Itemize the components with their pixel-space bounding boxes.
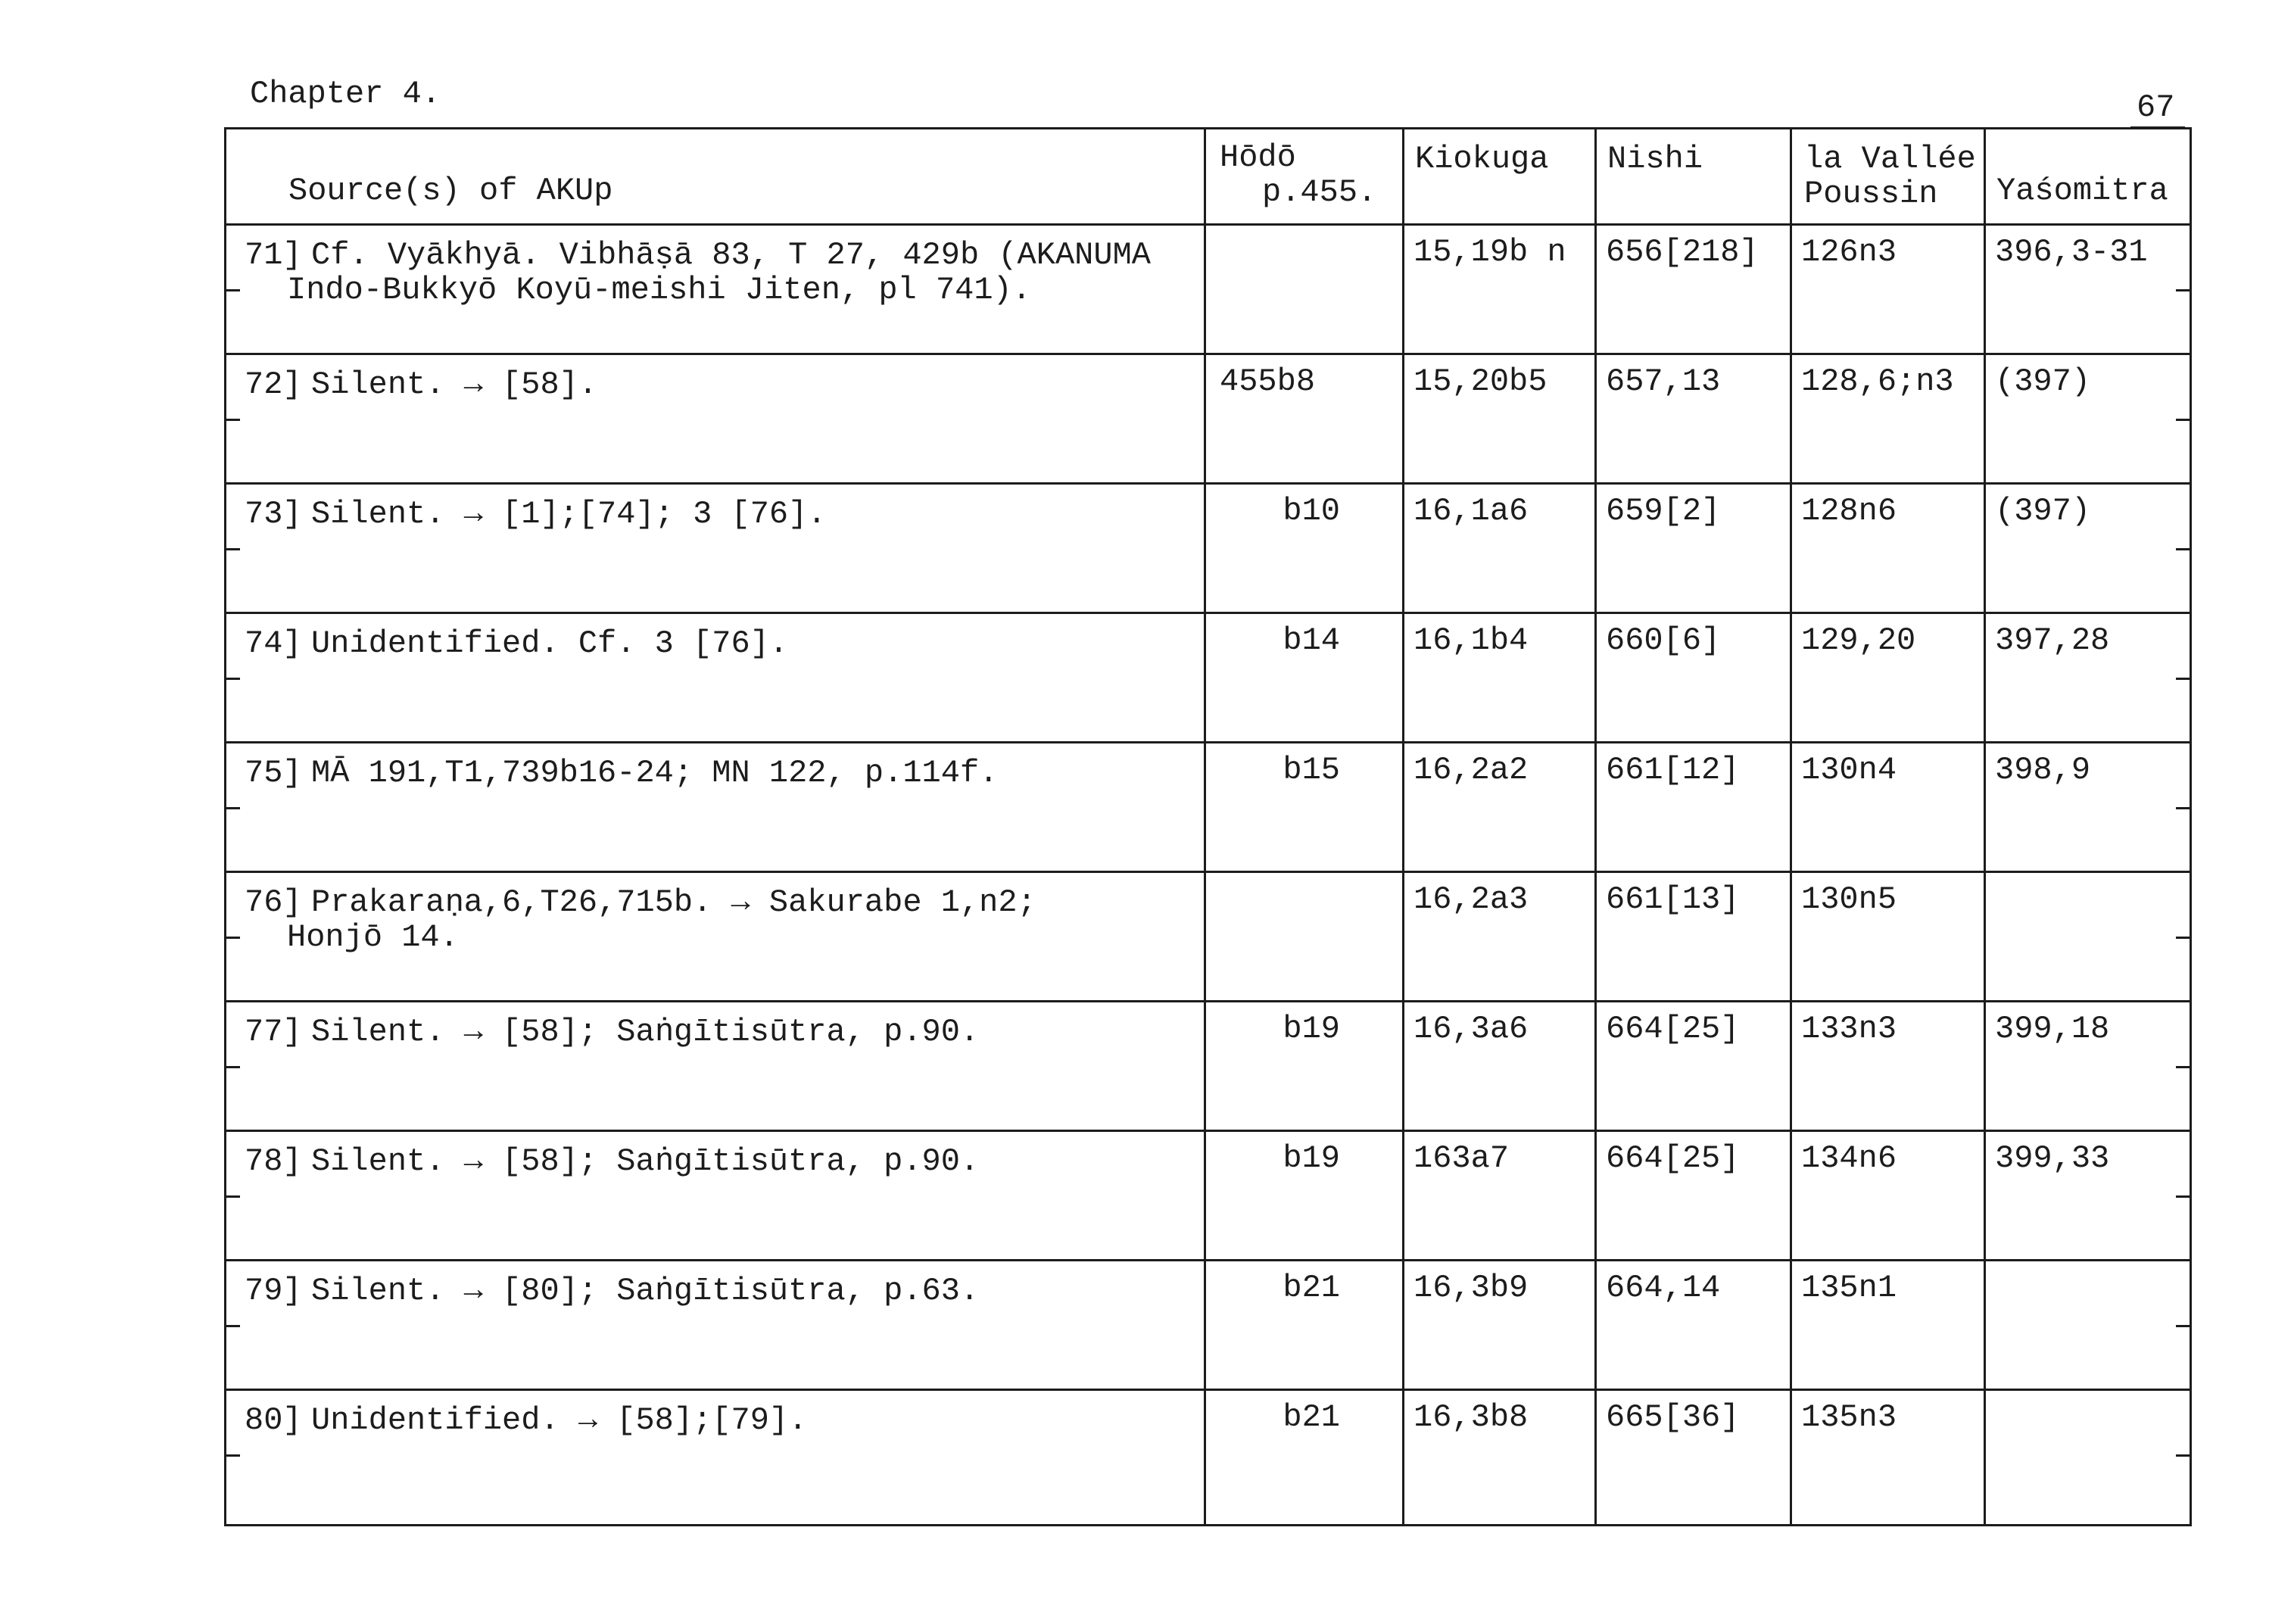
yasomitra-cell: (397) (1985, 354, 2191, 484)
hodo-cell: b14 (1205, 613, 1404, 743)
kiokuga-cell: 16,1a6 (1404, 484, 1596, 613)
entry-number: 78] (245, 1143, 302, 1180)
entry-number: 77] (245, 1014, 302, 1050)
nishi-cell: 664[25] (1596, 1131, 1791, 1261)
source-cell (226, 613, 1205, 743)
yasomitra-cell: (397) (1985, 484, 2191, 613)
source-text: Cf. Vyākhyā. Vibhāṣā 83, T 27, 429b (AKANUMA (311, 237, 1151, 273)
header-kiokuga: Kiokuga (1404, 129, 1596, 225)
header-source: Source(s) of AKUp (226, 129, 1205, 225)
entry-number: 80] (245, 1402, 302, 1439)
source-text: Silent. → [58]; Saṅgītisūtra, p.90. (311, 1143, 980, 1180)
source-text: Prakaraṇa,6,T26,715b. → Sakurabe 1,n2; (311, 884, 1036, 921)
page-number: 67 (2137, 89, 2175, 126)
table-row (226, 872, 2191, 1002)
nishi-cell: 659[2] (1596, 484, 1791, 613)
nishi-cell: 660[6] (1596, 613, 1791, 743)
yasomitra-cell (1985, 1261, 2191, 1390)
kiokuga-cell: 15,19b n (1404, 225, 1596, 354)
header-yasomitra: Yaśomitra (1985, 129, 2191, 225)
source-cell (226, 743, 1205, 872)
source-text: MĀ 191,T1,739b16-24; MN 122, p.114f. (311, 755, 999, 791)
kiokuga-cell: 16,3b8 (1404, 1390, 1596, 1526)
yasomitra-cell: 396,3-31 (1985, 225, 2191, 354)
header-hodo: Hōdō p.455. (1205, 129, 1404, 225)
table-row (226, 1002, 2191, 1131)
source-cell (226, 1131, 1205, 1261)
yasomitra-cell: 399,33 (1985, 1131, 2191, 1261)
source-text: Silent. → [1];[74]; 3 [76]. (311, 496, 827, 532)
source-cell (226, 1390, 1205, 1526)
hodo-cell: b21 (1205, 1390, 1404, 1526)
kiokuga-cell: 16,3b9 (1404, 1261, 1596, 1390)
nishi-cell: 661[12] (1596, 743, 1791, 872)
nishi-cell: 661[13] (1596, 872, 1791, 1002)
source-text: Silent. → [80]; Saṅgītisūtra, p.63. (311, 1273, 980, 1309)
source-cell (226, 1002, 1205, 1131)
table-row (226, 613, 2191, 743)
la-vallee-poussin-cell: 126n3 (1791, 225, 1985, 354)
entry-number: 72] (245, 366, 302, 403)
yasomitra-cell: 398,9 (1985, 743, 2191, 872)
source-cell (226, 872, 1205, 1002)
table-header-row (226, 129, 2191, 225)
entry-number: 74] (245, 625, 302, 662)
hodo-cell: b15 (1205, 743, 1404, 872)
la-vallee-poussin-cell: 135n3 (1791, 1390, 1985, 1526)
kiokuga-cell: 16,2a2 (1404, 743, 1596, 872)
sources-table (224, 127, 2192, 1526)
table-row (226, 354, 2191, 484)
yasomitra-cell: 399,18 (1985, 1002, 2191, 1131)
hodo-cell (1205, 225, 1404, 354)
hodo-cell: b10 (1205, 484, 1404, 613)
table-row (226, 1390, 2191, 1526)
header-nishi: Nishi (1596, 129, 1791, 225)
la-vallee-poussin-cell: 135n1 (1791, 1261, 1985, 1390)
source-cell (226, 225, 1205, 354)
source-cell (226, 1261, 1205, 1390)
hodo-cell: b19 (1205, 1002, 1404, 1131)
source-text: Silent. → [58]; Saṅgītisūtra, p.90. (311, 1014, 980, 1050)
hodo-cell (1205, 872, 1404, 1002)
hodo-cell: b21 (1205, 1261, 1404, 1390)
la-vallee-poussin-cell: 128,6;n3 (1791, 354, 1985, 484)
nishi-cell: 657,13 (1596, 354, 1791, 484)
nishi-cell: 664[25] (1596, 1002, 1791, 1131)
nishi-cell: 656[218] (1596, 225, 1791, 354)
source-text: Silent. → [58]. (311, 366, 598, 403)
entry-number: 75] (245, 755, 302, 791)
yasomitra-cell (1985, 1390, 2191, 1526)
table-row (226, 743, 2191, 872)
la-vallee-poussin-cell: 134n6 (1791, 1131, 1985, 1261)
kiokuga-cell: 15,20b5 (1404, 354, 1596, 484)
kiokuga-cell: 16,3a6 (1404, 1002, 1596, 1131)
chapter-heading: Chapter 4. (250, 76, 441, 112)
entry-number: 71] (245, 237, 302, 273)
source-cell (226, 354, 1205, 484)
header-la-vallee-poussin: la Vallée Poussin (1791, 129, 1985, 225)
source-text-continued: Indo-Bukkyō Koyū-meishi Jiten, pl 741). (287, 272, 1031, 308)
kiokuga-cell: 16,1b4 (1404, 613, 1596, 743)
la-vallee-poussin-cell: 133n3 (1791, 1002, 1985, 1131)
yasomitra-cell (1985, 872, 2191, 1002)
nishi-cell: 664,14 (1596, 1261, 1791, 1390)
source-cell (226, 484, 1205, 613)
table-row (226, 225, 2191, 354)
entry-number: 79] (245, 1273, 302, 1309)
source-text: Unidentified. → [58];[79]. (311, 1402, 808, 1439)
kiokuga-cell: 16,2a3 (1404, 872, 1596, 1002)
table-row (226, 1261, 2191, 1390)
la-vallee-poussin-cell: 130n5 (1791, 872, 1985, 1002)
hodo-cell: b19 (1205, 1131, 1404, 1261)
table-row (226, 484, 2191, 613)
source-text-continued: Honjō 14. (287, 919, 459, 955)
nishi-cell: 665[36] (1596, 1390, 1791, 1526)
kiokuga-cell: 163a7 (1404, 1131, 1596, 1261)
hodo-cell: 455b8 (1205, 354, 1404, 484)
la-vallee-poussin-cell: 129,20 (1791, 613, 1985, 743)
source-text: Unidentified. Cf. 3 [76]. (311, 625, 789, 662)
la-vallee-poussin-cell: 128n6 (1791, 484, 1985, 613)
entry-number: 76] (245, 884, 302, 921)
entry-number: 73] (245, 496, 302, 532)
la-vallee-poussin-cell: 130n4 (1791, 743, 1985, 872)
yasomitra-cell: 397,28 (1985, 613, 2191, 743)
table-row (226, 1131, 2191, 1261)
